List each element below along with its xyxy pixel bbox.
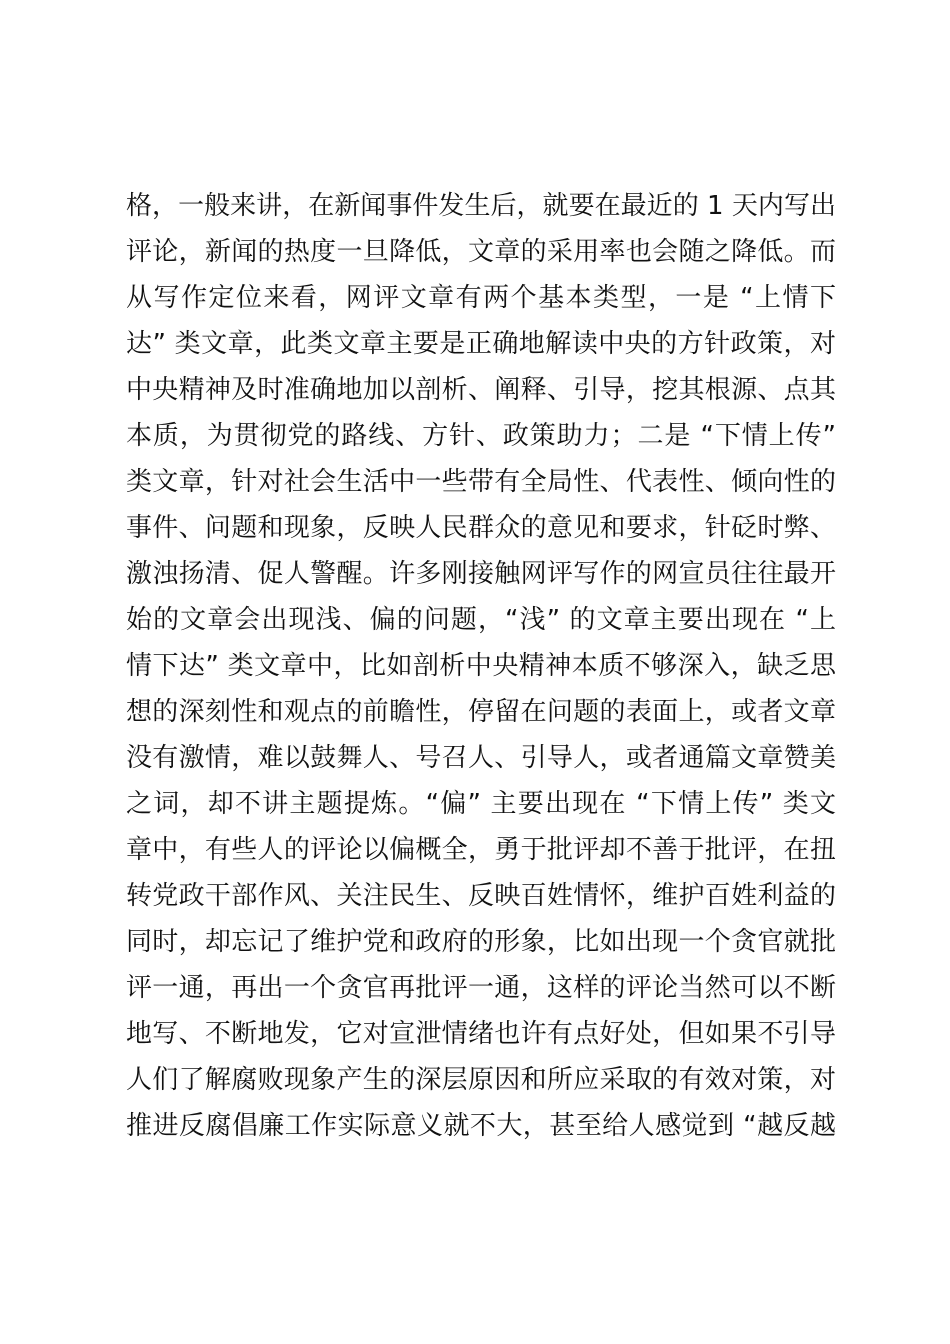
text-line: 本质，为贯彻党的路线、方针、政策助力；二是 “下情上传” [126, 421, 836, 451]
text-line: 类文章，针对社会生活中一些带有全局性、代表性、倾向性的 [126, 467, 836, 497]
text-line: 从写作定位来看，网评文章有两个基本类型，一是 “上情下 [126, 283, 836, 313]
text-line: 想的深刻性和观点的前瞻性，停留在问题的表面上，或者文章 [126, 697, 836, 727]
text-line: 之词，却不讲主题提炼。“偏” 主要出现在 “下情上传” 类文 [126, 789, 836, 819]
text-line: 同时，却忘记了维护党和政府的形象，比如出现一个贪官就批 [126, 927, 836, 957]
text-line: 始的文章会出现浅、偏的问题，“浅” 的文章主要出现在 “上 [126, 605, 836, 635]
text-line: 评论，新闻的热度一旦降低，文章的采用率也会随之降低。而 [126, 237, 836, 267]
text-line: 情下达” 类文章中，比如剖析中央精神本质不够深入，缺乏思 [126, 651, 836, 681]
text-line: 没有激情，难以鼓舞人、号召人、引导人，或者通篇文章赞美 [126, 743, 836, 773]
text-line: 格，一般来讲，在新闻事件发生后，就要在最近的 1 天内写出 [126, 191, 836, 221]
text-line: 中央精神及时准确地加以剖析、阐释、引导，挖其根源、点其 [126, 375, 836, 405]
text-line: 事件、问题和现象，反映人民群众的意见和要求，针砭时弊、 [126, 513, 836, 543]
text-line: 达” 类文章，此类文章主要是正确地解读中央的方针政策，对 [126, 329, 836, 359]
text-line: 转党政干部作风、关注民生、反映百姓情怀，维护百姓利益的 [126, 881, 836, 911]
text-line: 评一通，再出一个贪官再批评一通，这样的评论当然可以不断 [126, 973, 836, 1003]
text-line: 推进反腐倡廉工作实际意义就不大，甚至给人感觉到 “越反越 [126, 1111, 836, 1141]
text-line: 激浊扬清、促人警醒。许多刚接触网评写作的网宣员往往最开 [126, 559, 836, 589]
text-line: 地写、不断地发，它对宣泄情绪也许有点好处，但如果不引导 [126, 1019, 836, 1049]
body-text [126, 183, 836, 1149]
text-line: 人们了解腐败现象产生的深层原因和所应采取的有效对策，对 [126, 1065, 836, 1095]
text-line: 章中，有些人的评论以偏概全，勇于批评却不善于批评，在扭 [126, 835, 836, 865]
